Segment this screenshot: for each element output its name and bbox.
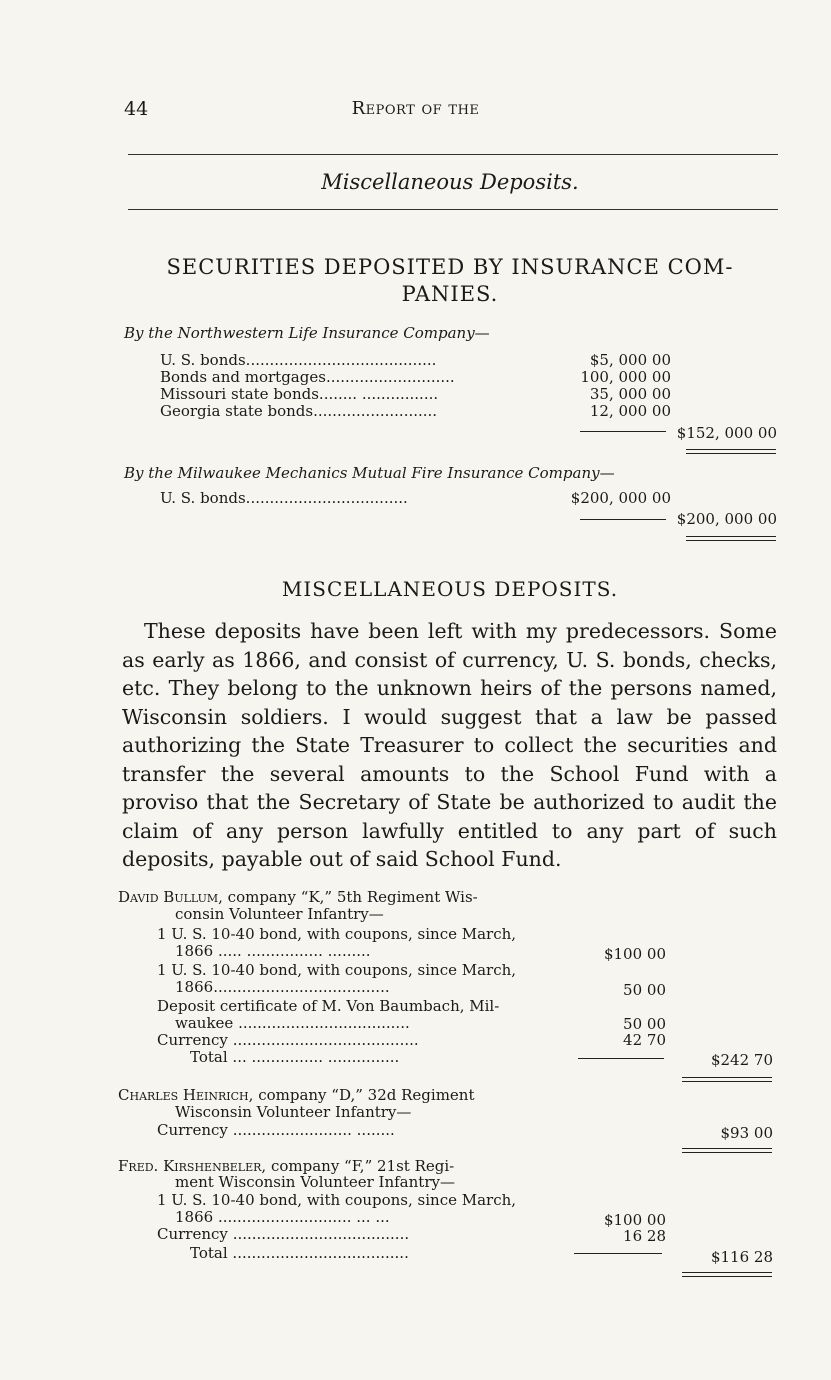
security-item — [160, 352, 436, 369]
subtotal-rule — [580, 431, 666, 432]
entry-heading — [118, 889, 478, 906]
leader-dots: .......................... — [313, 402, 438, 420]
entry-desc-cont: Wisconsin Volunteer Infantry— — [175, 1103, 412, 1121]
entry-total: $242 70 — [710, 1051, 773, 1069]
leader-dots: ............................ ... ... — [217, 1208, 390, 1226]
item-amount: $5, 000 00 — [589, 351, 671, 369]
leader-dots: ..... ................ ......... — [217, 942, 371, 960]
item-line2 — [175, 1015, 410, 1032]
entry-desc: , company “F,” 21st Regi- — [261, 1157, 455, 1175]
entry-desc-cont: consin Volunteer Infantry— — [175, 905, 384, 923]
total-label: Total — [190, 1244, 228, 1262]
leader-dots: ....................................... — [232, 1031, 419, 1049]
entry-total: $93 00 — [720, 1124, 773, 1142]
entry-total: $116 28 — [710, 1248, 773, 1266]
leader-dots: ... ............... ............... — [232, 1048, 400, 1066]
item-line1: 1 U. S. 10-40 bond, with coupons, since March, — [157, 961, 517, 979]
leader-dots: ..................................... — [232, 1225, 410, 1243]
misc-paragraph: These deposits have been left with my predecessors. Some as early as 1866, and consist of currency, U. S. bonds, checks, etc. They belong to the unknown heirs of the persons named, Wisconsin soldiers. I would suggest that a law be passed authorizing the State Treasurer to collect the securities and transfer the several amounts to the School Fund with a proviso that the Secretary of State be authorized to audit the claim of any person lawfully entitled to any part of such deposits, payable out of said School Fund. — [122, 619, 777, 871]
item-label: Currency — [157, 1031, 228, 1049]
item-label: Bonds and mortgages — [160, 368, 326, 386]
item-amount: 50 00 — [623, 1015, 666, 1033]
subtotal-rule — [574, 1253, 662, 1254]
item-line1 — [157, 1226, 409, 1243]
item-amount: $100 00 — [603, 945, 666, 963]
entry-desc: , company “K,” 5th Regiment Wis- — [218, 888, 478, 906]
company-name: By the Milwaukee Mechanics Mutual Fire Insurance Company— — [124, 464, 615, 482]
bottom-rule — [128, 209, 778, 210]
total-line — [190, 1245, 409, 1262]
entry-desc-cont: ment Wisconsin Volunteer Infantry— — [175, 1173, 455, 1191]
security-item — [160, 403, 437, 420]
item-label: Georgia state bonds — [160, 402, 314, 420]
item-line1 — [157, 1032, 419, 1049]
item-year: 1866 — [175, 978, 214, 996]
soldier-name: David Bullum — [118, 888, 219, 906]
item-amount: 16 28 — [623, 1227, 666, 1245]
item-amount: 42 70 — [623, 1031, 666, 1049]
page-number: 44 — [124, 98, 149, 120]
item-amount: 35, 000 00 — [589, 385, 671, 403]
item-label: U. S. bonds — [160, 351, 246, 369]
total-line — [190, 1049, 399, 1066]
item-line1: 1 U. S. 10-40 bond, with coupons, since March, — [157, 925, 517, 943]
securities-heading-line2: PANIES. — [401, 282, 499, 306]
leader-dots: .................................... — [238, 1014, 410, 1032]
entry-desc: , company “D,” 32d Regiment — [248, 1086, 475, 1104]
total-double-rule — [682, 1148, 772, 1153]
leader-dots: ..................................... — [232, 1244, 409, 1262]
leader-dots: ........ ................ — [318, 385, 439, 403]
item-label: Missouri state bonds — [160, 385, 319, 403]
securities-heading-line1: SECURITIES DEPOSITED BY INSURANCE COM- — [166, 255, 734, 279]
leader-dots: .................................. — [245, 489, 408, 507]
security-item — [160, 490, 408, 507]
security-item — [160, 369, 455, 386]
item-line2 — [175, 943, 371, 960]
misc-heading: MISCELLANEOUS DEPOSITS. — [281, 577, 619, 601]
leader-dots: ..................................... — [213, 978, 390, 996]
item-year: 1866 — [175, 1208, 214, 1226]
top-rule — [128, 154, 778, 155]
soldier-name: Fred. Kirshenbeler — [118, 1157, 262, 1175]
total-double-rule — [682, 1272, 772, 1277]
item-label: Currency — [157, 1121, 228, 1139]
item-label: U. S. bonds — [160, 489, 246, 507]
entry-heading — [118, 1087, 474, 1104]
company-total: $152, 000 00 — [676, 424, 777, 442]
subtotal-rule — [578, 1058, 664, 1059]
item-line2 — [175, 1209, 390, 1226]
item-label: Currency — [157, 1225, 228, 1243]
item-amount: 100, 000 00 — [580, 368, 671, 386]
item-amount: 50 00 — [623, 981, 666, 999]
item-amount: 12, 000 00 — [589, 402, 671, 420]
soldier-name: Charles Heinrich — [118, 1086, 249, 1104]
item-amount: $200, 000 00 — [570, 489, 671, 507]
total-double-rule — [682, 1077, 772, 1082]
item-amount: $100 00 — [603, 1211, 666, 1229]
item-year: 1866 — [175, 942, 214, 960]
item-line2 — [175, 979, 390, 996]
leader-dots: ........................... — [325, 368, 455, 386]
section-title: Miscellaneous Deposits. — [321, 170, 579, 194]
item-year: waukee — [175, 1014, 234, 1032]
running-title: Report of the — [351, 98, 480, 119]
total-double-rule — [686, 449, 776, 454]
subtotal-rule — [580, 519, 666, 520]
item-line1 — [157, 1122, 395, 1139]
company-total: $200, 000 00 — [676, 510, 777, 528]
company-name: By the Northwestern Life Insurance Company— — [124, 324, 490, 342]
item-line1: Deposit certificate of M. Von Baumbach, Mil- — [157, 997, 500, 1015]
item-line1: 1 U. S. 10-40 bond, with coupons, since March, — [157, 1191, 517, 1209]
leader-dots: ........................................ — [245, 351, 437, 369]
leader-dots: ......................... ........ — [232, 1121, 395, 1139]
total-label: Total — [190, 1048, 228, 1066]
total-double-rule — [686, 536, 776, 541]
security-item — [160, 386, 438, 403]
